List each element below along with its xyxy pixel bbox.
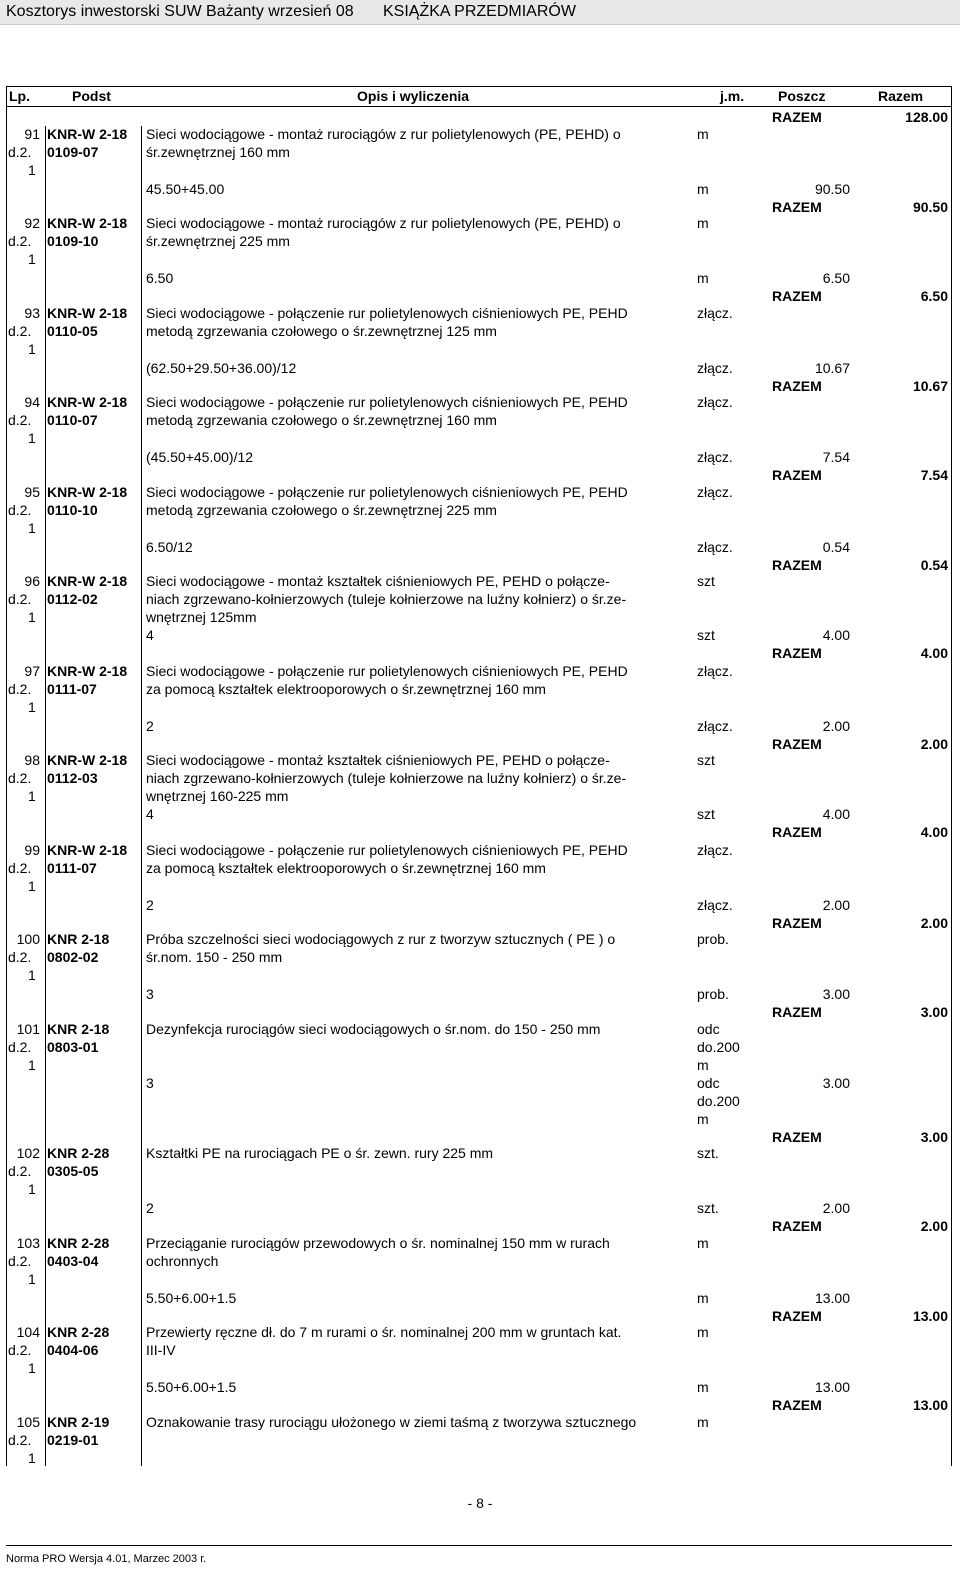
item-razem-label: RAZEM — [772, 736, 822, 752]
item-razem-label: RAZEM — [772, 378, 822, 394]
item-razem-label: RAZEM — [772, 1004, 822, 1020]
item-chapter: d.2. — [8, 770, 32, 786]
item-norm-catalog: KNR-W 2-18 — [47, 573, 128, 589]
item-calc-unit: m — [697, 1290, 709, 1306]
item-description-line: Sieci wodociągowe - montaż rurociągów z rur polietylenowych (PE, PEHD) o — [146, 126, 621, 142]
item-calculation: (45.50+45.00)/12 — [146, 449, 254, 465]
item-chapter: d.2. — [8, 681, 32, 697]
item-chapter: d.2. — [8, 502, 32, 518]
document-title: Kosztorys inwestorski SUW Bażanty wrzesień 08 — [6, 3, 354, 20]
item-partial-value: 3.00 — [822, 1075, 850, 1091]
col-header-lp: Lp. — [9, 88, 30, 104]
item-calculation: 6.50/12 — [146, 539, 193, 555]
item-chapter: d.2. — [8, 1253, 32, 1269]
item-norm-code: 0109-10 — [47, 233, 99, 249]
item-razem-value: 7.54 — [920, 467, 948, 483]
col-header-opis: Opis i wyliczenia — [357, 88, 470, 104]
item-calc-unit: szt — [697, 806, 715, 822]
item-norm-catalog: KNR-W 2-18 — [47, 752, 128, 768]
item-description-line: Sieci wodociągowe - połączenie rur polietylenowych ciśnieniowych PE, PEHD — [146, 484, 628, 500]
item-partial-value: 90.50 — [814, 181, 850, 197]
item-description-line: Przeciąganie rurociągów przewodowych o śr. nominalnej 150 mm w rurach — [146, 1235, 610, 1251]
item-calc-unit: szt — [697, 627, 715, 643]
item-description-line: metodą zgrzewania czołowego o śr.zewnętrznej 160 mm — [146, 412, 497, 428]
item-subnumber: 1 — [28, 162, 36, 178]
item-partial-value: 3.00 — [822, 986, 850, 1002]
item-subnumber: 1 — [28, 788, 36, 804]
item-description-line: ochronnych — [146, 1253, 219, 1269]
item-razem-label: RAZEM — [772, 1218, 822, 1234]
item-unit: złącz. — [697, 842, 733, 858]
item-unit: m — [697, 126, 709, 142]
item-norm-code: 0305-05 — [47, 1163, 99, 1179]
item-description-line: III-IV — [146, 1342, 176, 1358]
item-calculation: 45.50+45.00 — [146, 181, 225, 197]
item-razem-value: 13.00 — [912, 1308, 948, 1324]
item-subnumber: 1 — [28, 251, 36, 267]
item-unit: szt. — [697, 1145, 719, 1161]
item-razem-value: 2.00 — [920, 1218, 948, 1234]
item-norm-catalog: KNR-W 2-18 — [47, 215, 128, 231]
item-razem-value: 6.50 — [920, 288, 948, 304]
item-lp: 103 — [16, 1235, 40, 1251]
item-lp: 99 — [24, 842, 40, 858]
item-description-line: Kształtki PE na rurociągach PE o śr. zewn. rury 225 mm — [146, 1145, 494, 1161]
item-norm-code: 0111-07 — [47, 860, 97, 876]
item-description-line: śr.zewnętrznej 160 mm — [146, 144, 290, 160]
item-calculation: 2 — [146, 1200, 154, 1216]
item-description-line: śr.zewnętrznej 225 mm — [146, 233, 290, 249]
item-lp: 95 — [24, 484, 40, 500]
item-calc-unit: m — [697, 270, 709, 286]
item-norm-catalog: KNR-W 2-18 — [47, 305, 128, 321]
item-chapter: d.2. — [8, 591, 32, 607]
item-razem-value: 0.54 — [920, 557, 948, 573]
item-description-line: Przewierty ręczne dł. do 7 m rurami o śr. nominalnej 200 mm w gruntach kat. — [146, 1324, 622, 1340]
item-chapter: d.2. — [8, 1432, 32, 1448]
item-calculation: 2 — [146, 718, 154, 734]
item-norm-catalog: KNR 2-18 — [47, 931, 110, 947]
item-razem-label: RAZEM — [772, 1397, 822, 1413]
item-description-line: metodą zgrzewania czołowego o śr.zewnętrznej 125 mm — [146, 323, 497, 339]
item-partial-value: 6.50 — [822, 270, 850, 286]
item-subnumber: 1 — [28, 699, 36, 715]
item-unit: prob. — [697, 931, 729, 947]
item-lp: 98 — [24, 752, 40, 768]
item-partial-value: 13.00 — [814, 1379, 850, 1395]
item-description-line: za pomocą kształtek elektrooporowych o śr.zewnętrznej 160 mm — [146, 681, 546, 697]
item-calc-unit: szt. — [697, 1200, 719, 1216]
item-unit-line: do.200 — [697, 1039, 740, 1055]
item-partial-value: 7.54 — [822, 449, 850, 465]
item-lp: 93 — [24, 305, 40, 321]
item-norm-catalog: KNR-W 2-18 — [47, 394, 128, 410]
top-razem-value: 128.00 — [905, 109, 948, 125]
item-unit: złącz. — [697, 305, 733, 321]
item-calculation: 5.50+6.00+1.5 — [146, 1290, 237, 1306]
item-lp: 94 — [24, 394, 40, 410]
item-razem-label: RAZEM — [772, 467, 822, 483]
item-partial-value: 13.00 — [814, 1290, 850, 1306]
item-partial-value: 4.00 — [822, 806, 850, 822]
item-unit: m — [697, 1324, 709, 1340]
item-unit: złącz. — [697, 484, 733, 500]
item-description-line: wnętrznej 125mm — [146, 609, 257, 625]
item-unit: m — [697, 1235, 709, 1251]
item-norm-code: 0110-05 — [47, 323, 98, 339]
item-norm-code: 0403-04 — [47, 1253, 99, 1269]
item-calc-unit: złącz. — [697, 449, 733, 465]
item-calc-unit: prob. — [697, 986, 729, 1002]
item-unit-line: m — [697, 1057, 709, 1073]
footer-divider — [6, 1545, 952, 1546]
item-lp: 105 — [16, 1414, 40, 1430]
item-description-line: za pomocą kształtek elektrooporowych o śr.zewnętrznej 160 mm — [146, 860, 546, 876]
item-norm-catalog: KNR-W 2-18 — [47, 484, 128, 500]
item-norm-code: 0112-02 — [47, 591, 98, 607]
item-partial-value: 4.00 — [822, 627, 850, 643]
item-razem-label: RAZEM — [772, 645, 822, 661]
item-norm-catalog: KNR 2-28 — [47, 1235, 110, 1251]
item-subnumber: 1 — [28, 1181, 36, 1197]
item-description-line: Dezynfekcja rurociągów sieci wodociągowych o śr.nom. do 150 - 250 mm — [146, 1021, 601, 1037]
item-subnumber: 1 — [28, 1360, 36, 1376]
item-partial-value: 0.54 — [822, 539, 850, 555]
item-calculation: (62.50+29.50+36.00)/12 — [146, 360, 297, 376]
item-calculation: 5.50+6.00+1.5 — [146, 1379, 237, 1395]
item-subnumber: 1 — [28, 878, 36, 894]
item-chapter: d.2. — [8, 860, 32, 876]
item-norm-code: 0110-07 — [47, 412, 98, 428]
item-razem-value: 4.00 — [920, 645, 948, 661]
footer-text: Norma PRO Wersja 4.01, Marzec 2003 r. — [6, 1553, 207, 1565]
item-norm-code: 0219-01 — [47, 1432, 99, 1448]
item-chapter: d.2. — [8, 323, 32, 339]
item-razem-value: 3.00 — [920, 1004, 948, 1020]
item-norm-catalog: KNR 2-19 — [47, 1414, 110, 1430]
item-description-line: Sieci wodociągowe - połączenie rur polietylenowych ciśnieniowych PE, PEHD — [146, 842, 628, 858]
item-razem-value: 90.50 — [912, 199, 948, 215]
page-number: - 8 - — [467, 1495, 493, 1511]
item-calc-unit: złącz. — [697, 718, 733, 734]
col-header-podst: Podst — [72, 88, 111, 104]
item-unit: szt — [697, 573, 715, 589]
item-partial-value: 2.00 — [822, 1200, 850, 1216]
item-unit: m — [697, 1414, 709, 1430]
item-description-line: Sieci wodociągowe - połączenie rur polietylenowych ciśnieniowych PE, PEHD — [146, 305, 628, 321]
item-chapter: d.2. — [8, 1163, 32, 1179]
item-razem-value: 3.00 — [920, 1129, 948, 1145]
item-razem-value: 4.00 — [920, 824, 948, 840]
item-norm-catalog: KNR 2-28 — [47, 1324, 110, 1340]
item-razem-value: 13.00 — [912, 1397, 948, 1413]
col-header-jm: j.m. — [720, 88, 745, 104]
item-unit: złącz. — [697, 663, 733, 679]
item-chapter: d.2. — [8, 949, 32, 965]
item-calculation: 6.50 — [146, 270, 174, 286]
item-norm-code: 0111-07 — [47, 681, 97, 697]
item-calculation: 3 — [146, 986, 154, 1002]
item-norm-code: 0802-02 — [47, 949, 99, 965]
item-lp: 100 — [16, 931, 40, 947]
item-calculation: 4 — [146, 806, 154, 822]
item-description-line: niach zgrzewano-kołnierzowych (tuleje kołnierzowe na luźny kołnierz) o śr.ze- — [146, 591, 627, 607]
item-razem-label: RAZEM — [772, 557, 822, 573]
item-norm-code: 0112-03 — [47, 770, 98, 786]
item-unit: m — [697, 215, 709, 231]
item-lp: 96 — [24, 573, 40, 589]
item-partial-value: 10.67 — [814, 360, 850, 376]
item-lp: 97 — [24, 663, 40, 679]
item-description-line: wnętrznej 160-225 mm — [146, 788, 289, 804]
item-subnumber: 1 — [28, 1271, 36, 1287]
item-norm-catalog: KNR 2-28 — [47, 1145, 110, 1161]
item-calculation: 4 — [146, 627, 154, 643]
item-razem-label: RAZEM — [772, 288, 822, 304]
item-subnumber: 1 — [28, 609, 36, 625]
item-calculation: 2 — [146, 897, 154, 913]
item-calc-unit: złącz. — [697, 360, 733, 376]
item-razem-label: RAZEM — [772, 1129, 822, 1145]
item-partial-value: 2.00 — [822, 897, 850, 913]
item-description-line: Sieci wodociągowe - montaż rurociągów z rur polietylenowych (PE, PEHD) o — [146, 215, 621, 231]
item-norm-code: 0803-01 — [47, 1039, 99, 1055]
item-partial-value: 2.00 — [822, 718, 850, 734]
item-calc-unit: m — [697, 181, 709, 197]
item-description-line: Próba szczelności sieci wodociągowych z rur z tworzyw sztucznych ( PE ) o — [146, 931, 616, 947]
item-subnumber: 1 — [28, 1450, 36, 1466]
item-norm-code: 0109-07 — [47, 144, 99, 160]
item-subnumber: 1 — [28, 1057, 36, 1073]
item-unit: złącz. — [697, 394, 733, 410]
item-subnumber: 1 — [28, 430, 36, 446]
item-norm-code: 0404-06 — [47, 1342, 99, 1358]
item-calc-unit: złącz. — [697, 539, 733, 555]
item-norm-code: 0110-10 — [47, 502, 98, 518]
item-calc-unit: złącz. — [697, 897, 733, 913]
item-lp: 92 — [24, 215, 40, 231]
item-chapter: d.2. — [8, 144, 32, 160]
item-description-line: śr.nom. 150 - 250 mm — [146, 949, 283, 965]
item-chapter: d.2. — [8, 233, 32, 249]
item-subnumber: 1 — [28, 967, 36, 983]
item-razem-label: RAZEM — [772, 199, 822, 215]
item-calc-unit: m — [697, 1379, 709, 1395]
item-razem-value: 2.00 — [920, 915, 948, 931]
item-subnumber: 1 — [28, 520, 36, 536]
item-chapter: d.2. — [8, 1039, 32, 1055]
item-razem-label: RAZEM — [772, 824, 822, 840]
item-subnumber: 1 — [28, 341, 36, 357]
item-chapter: d.2. — [8, 412, 32, 428]
item-description-line: Oznakowanie trasy rurociągu ułożonego w ziemi taśmą z tworzywa sztucznego — [146, 1414, 637, 1430]
item-lp: 104 — [16, 1324, 40, 1340]
item-calc-unit-line: m — [697, 1111, 709, 1127]
item-lp: 102 — [16, 1145, 40, 1161]
item-calculation: 3 — [146, 1075, 154, 1091]
item-chapter: d.2. — [8, 1342, 32, 1358]
item-description-line: Sieci wodociągowe - połączenie rur polietylenowych ciśnieniowych PE, PEHD — [146, 663, 628, 679]
item-unit: szt — [697, 752, 715, 768]
item-razem-label: RAZEM — [772, 915, 822, 931]
item-description-line: Sieci wodociągowe - połączenie rur polietylenowych ciśnieniowych PE, PEHD — [146, 394, 628, 410]
item-norm-catalog: KNR 2-18 — [47, 1021, 110, 1037]
item-razem-label: RAZEM — [772, 1308, 822, 1324]
item-razem-value: 10.67 — [912, 378, 948, 394]
item-norm-catalog: KNR-W 2-18 — [47, 126, 128, 142]
item-norm-catalog: KNR-W 2-18 — [47, 663, 128, 679]
item-calc-unit-line: do.200 — [697, 1093, 740, 1109]
item-lp: 101 — [16, 1021, 40, 1037]
item-razem-value: 2.00 — [920, 736, 948, 752]
top-razem-label: RAZEM — [772, 109, 822, 125]
col-header-poszcz: Poszcz — [778, 88, 826, 104]
item-calc-unit-line: odc — [697, 1075, 720, 1091]
item-norm-catalog: KNR-W 2-18 — [47, 842, 128, 858]
item-description-line: niach zgrzewano-kołnierzowych (tuleje kołnierzowe na luźny kołnierz) o śr.ze- — [146, 770, 627, 786]
item-description-line: metodą zgrzewania czołowego o śr.zewnętrznej 225 mm — [146, 502, 497, 518]
item-unit-line: odc — [697, 1021, 720, 1037]
col-header-razem: Razem — [878, 88, 924, 104]
item-description-line: Sieci wodociągowe - montaż kształtek ciśnieniowych PE, PEHD o połącze- — [146, 752, 610, 768]
item-description-line: Sieci wodociągowe - montaż kształtek ciśnieniowych PE, PEHD o połącze- — [146, 573, 610, 589]
item-lp: 91 — [24, 126, 40, 142]
book-title: KSIĄŻKA PRZEDMIARÓW — [383, 3, 576, 20]
